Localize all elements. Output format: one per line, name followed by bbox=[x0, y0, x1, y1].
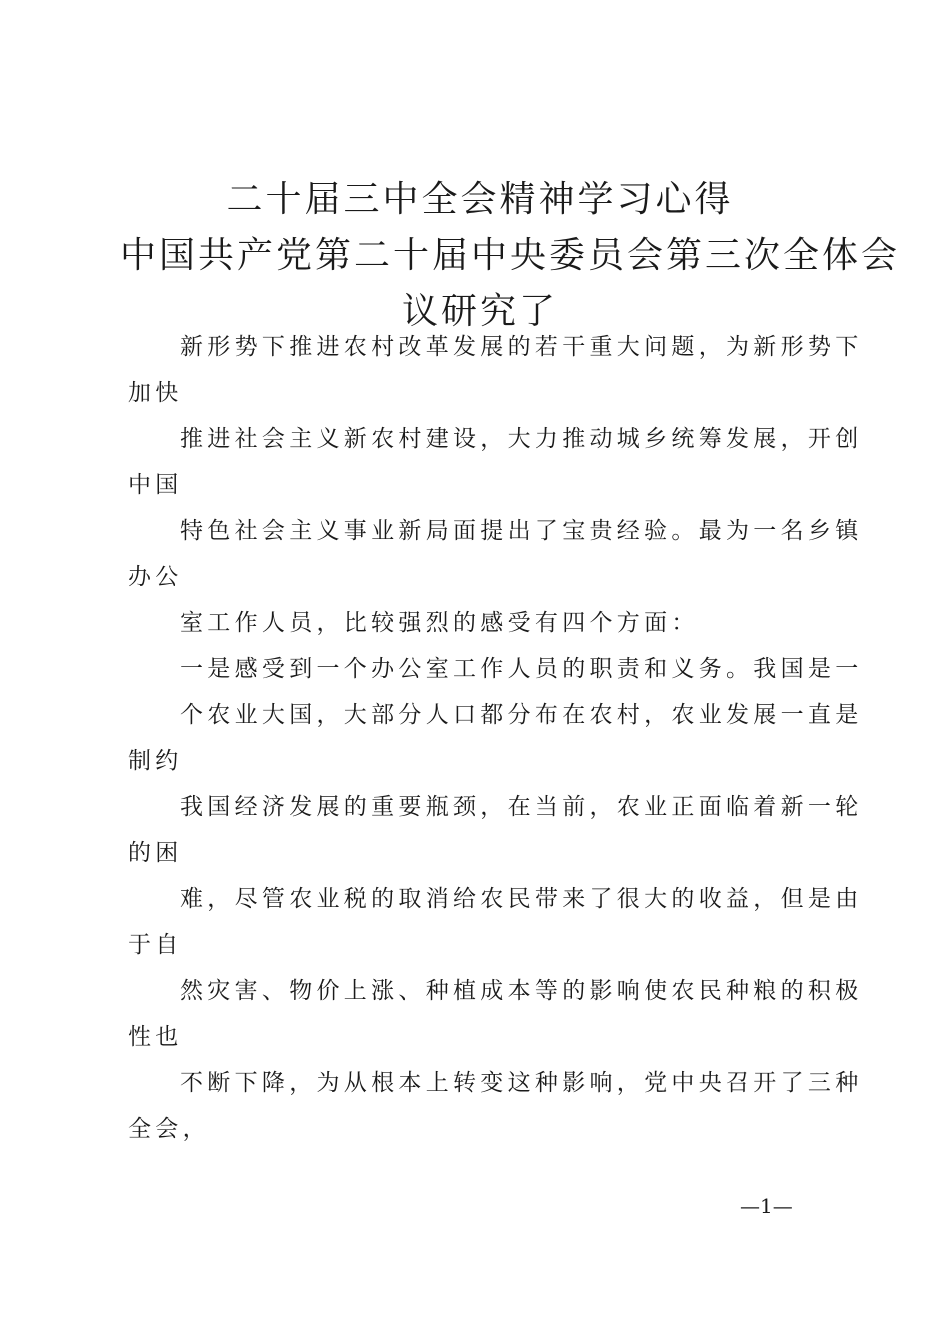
paragraph-6 bbox=[128, 692, 863, 784]
paragraph-line: 我国经济发展的重要瓶颈，在当前，农业正面临着新一轮 bbox=[180, 794, 863, 820]
paragraph-10 bbox=[128, 1060, 863, 1152]
paragraph-line: 然灾害、物价上涨、种植成本等的影响使农民种粮的积极 bbox=[180, 978, 863, 1004]
paragraph-line: 的困 bbox=[128, 840, 183, 866]
title-line-2: 中国共产党第二十届中央委员会第三次全体会 bbox=[120, 235, 901, 276]
paragraph-line: 推进社会主义新农村建设，大力推动城乡统筹发展，开创 bbox=[180, 426, 863, 452]
paragraph-line: 全会， bbox=[128, 1116, 210, 1142]
paragraph-line: 于自 bbox=[128, 932, 183, 958]
page-number: —1— bbox=[740, 1194, 793, 1218]
paragraph-line: 制约 bbox=[128, 748, 183, 774]
paragraph-line: 办公 bbox=[128, 564, 183, 590]
title-line-3: 议研究了 bbox=[401, 291, 558, 332]
paragraph-line: 个农业大国，大部分人口都分布在农村，农业发展一直是 bbox=[180, 702, 863, 728]
paragraph-9 bbox=[128, 968, 863, 1060]
paragraph-1 bbox=[128, 324, 863, 416]
paragraph-line: 加快 bbox=[128, 380, 183, 406]
title-line-1: 二十届三中全会精神学习心得 bbox=[226, 179, 734, 220]
paragraph-5 bbox=[128, 646, 863, 692]
paragraph-8 bbox=[128, 876, 863, 968]
paragraph-line: 中国 bbox=[128, 472, 183, 498]
paragraph-line: 特色社会主义事业新局面提出了宝贵经验。最为一名乡镇 bbox=[180, 518, 863, 544]
paragraph-line: 新形势下推进农村改革发展的若干重大问题，为新形势下 bbox=[180, 334, 863, 360]
title-block bbox=[120, 172, 901, 340]
body-text bbox=[128, 324, 863, 1152]
paragraph-4 bbox=[128, 600, 833, 646]
paragraph-3 bbox=[128, 508, 863, 600]
paragraph-line: 一是感受到一个办公室工作人员的职责和义务。我国是一 bbox=[180, 656, 863, 682]
paragraph-line: 难，尽管农业税的取消给农民带来了很大的收益，但是由 bbox=[180, 886, 863, 912]
paragraph-line: 不断下降，为从根本上转变这种影响，党中央召开了三种 bbox=[180, 1070, 863, 1096]
paragraph-line: 室工作人员，比较强烈的感受有四个方面： bbox=[180, 610, 699, 636]
paragraph-7 bbox=[128, 784, 863, 876]
paragraph-2 bbox=[128, 416, 863, 508]
paragraph-line: 性也 bbox=[128, 1024, 183, 1050]
